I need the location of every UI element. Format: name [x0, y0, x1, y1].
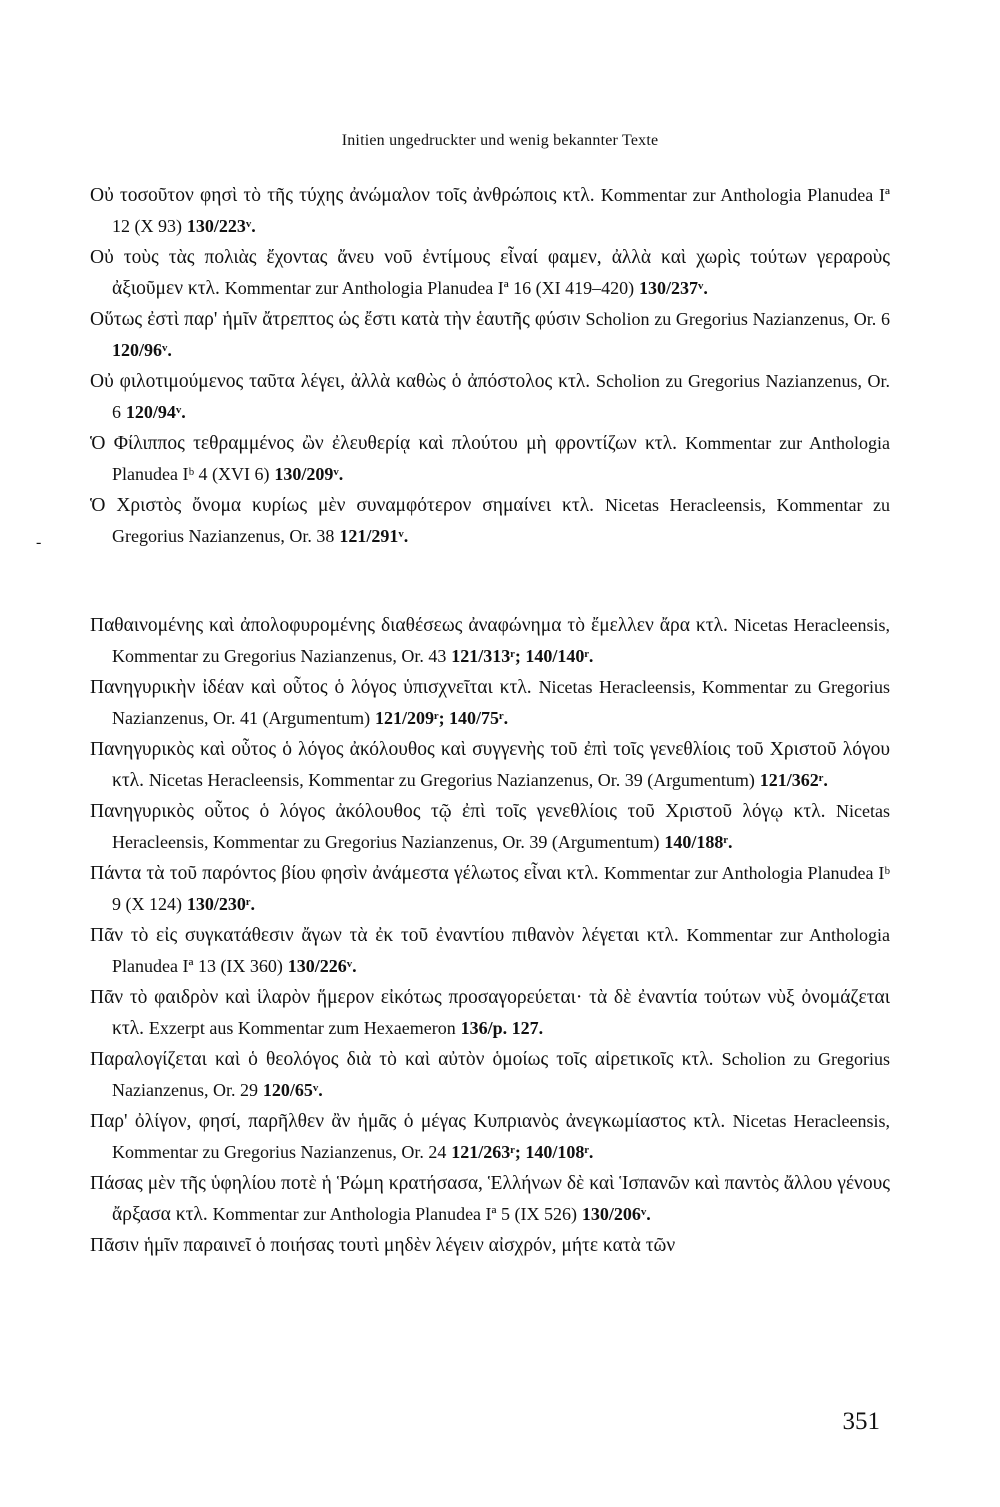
manuscript-reference: 120/65ᵛ.: [262, 1080, 323, 1100]
source-citation: Nicetas Heracleensis, Kommentar zu Gregorius Nazianzenus, Or. 41 (Argumentum): [112, 677, 891, 728]
source-citation: Kommentar zur Anthologia Planudea Iª 13 (IX 360): [112, 925, 890, 976]
manuscript-reference: 121/313ʳ; 140/140ʳ.: [451, 646, 594, 666]
manuscript-reference: 130/209ᵛ.: [274, 464, 344, 484]
index-entry: [90, 672, 890, 734]
index-entry: [90, 366, 890, 428]
manuscript-reference: 130/223ᵛ.: [186, 216, 256, 236]
source-citation: Kommentar zur Anthologia Planudea Iᵇ 4 (XVI 6): [112, 433, 890, 484]
manuscript-reference: 121/263ʳ; 140/108ʳ.: [451, 1142, 594, 1162]
source-citation: Scholion zu Gregorius Nazianzenus, Or. 6: [585, 309, 890, 329]
manuscript-reference: 140/188ʳ.: [664, 832, 733, 852]
index-entry: [90, 1168, 890, 1230]
greek-incipit: Πᾶν τὸ εἰς συγκατάθεσιν ἄγων τὰ ἐκ τοῦ ἐναντίου πιθανὸν λέγεται κτλ.: [90, 925, 679, 946]
index-entry: [90, 490, 890, 552]
index-entry: [90, 734, 890, 796]
manuscript-reference: 136/p. 127.: [460, 1018, 544, 1038]
greek-incipit: Πάσας μὲν τῆς ὑφηλίου ποτὲ ἡ Ῥώμη κρατήσασα, Ἑλλήνων δὲ καὶ Ἱσπανῶν καὶ παντὸς ἄλλου γένους ἄρξασα κτλ.: [90, 1173, 890, 1225]
greek-incipit: Πανηγυρικὸς οὗτος ὁ λόγος ἀκόλουθος τῷ ἐπὶ τοῖς γενεθλίοις τοῦ Χριστοῦ λόγῳ κτλ.: [90, 801, 826, 822]
source-citation: Nicetas Heracleensis, Kommentar zu Gregorius Nazianzenus, Or. 24: [112, 1111, 890, 1162]
greek-incipit: Οὐ φιλοτιμούμενος ταῦτα λέγει, ἀλλὰ καθὼς ὁ ἀπόστολος κτλ.: [90, 371, 591, 392]
source-citation: Kommentar zur Anthologia Planudea Iª 5 (IX 526): [212, 1204, 577, 1224]
margin-mark: -: [36, 534, 42, 551]
greek-incipit: Ὁ Φίλιππος τεθραμμένος ὢν ἐλευθερίᾳ καὶ πλούτου μὴ φροντίζων κτλ.: [90, 433, 677, 454]
greek-incipit: Πᾶν τὸ φαιδρὸν καὶ ἱλαρὸν ἥμερον εἰκότως προσαγορεύεται· τὰ δὲ ἐναντία τούτων νὺξ ὀνομάζεται κτλ.: [90, 987, 890, 1039]
manuscript-reference: 121/291ᵛ.: [339, 526, 409, 546]
index-entry: [90, 304, 890, 366]
greek-incipit: Πανηγυρικὴν ἰδέαν καὶ οὗτος ὁ λόγος ὑπισχνεῖται κτλ.: [90, 677, 532, 698]
manuscript-reference: 130/230ʳ.: [186, 894, 255, 914]
index-entry: [90, 858, 890, 920]
source-citation: Nicetas Heracleensis, Kommentar zu Gregorius Nazianzenus, Or. 38: [112, 495, 891, 546]
greek-incipit: Παραλογίζεται καὶ ὁ θεολόγος διὰ τὸ καὶ αὐτὸν ὁμοίως τοῖς αἱρετικοῖς κτλ.: [90, 1049, 714, 1070]
index-entry: [90, 796, 890, 858]
greek-incipit: Πανηγυρικὸς καὶ οὗτος ὁ λόγος ἀκόλουθος καὶ συγγενὴς τοῦ ἐπὶ τοῖς γενεθλίοις τοῦ Χριστοῦ λόγου κτλ.: [90, 739, 890, 791]
source-citation: Scholion zu Gregorius Nazianzenus, Or. 6: [112, 371, 890, 422]
source-citation: Kommentar zur Anthologia Planudea Iª 12 (X 93): [112, 185, 891, 236]
source-citation: Nicetas Heracleensis, Kommentar zu Gregorius Nazianzenus, Or. 43: [112, 615, 891, 666]
greek-incipit: Οὕτως ἐστὶ παρ' ἡμῖν ἄτρεπτος ὡς ἔστι κατὰ τὴν ἑαυτῆς φύσιν: [90, 309, 581, 330]
source-citation: Kommentar zur Anthologia Planudea Iᵇ 9 (X 124): [112, 863, 890, 914]
index-entry: [90, 920, 890, 982]
index-entry: [90, 242, 890, 304]
index-entry: [90, 610, 890, 672]
greek-incipit: Παθαινομένης καὶ ἀπολοφυρομένης διαθέσεως ἀναφώνημα τὸ ἔμελλεν ἄρα κτλ.: [90, 615, 728, 636]
source-citation: Exzerpt aus Kommentar zum Hexaemeron: [148, 1018, 456, 1038]
greek-incipit: Οὐ τοὺς τὰς πολιὰς ἔχοντας ἄνευ νοῦ ἐντίμους εἶναί φαμεν, ἀλλὰ καὶ χωρὶς τούτων γεραροὺς ἀξιοῦμεν κτλ.: [90, 247, 890, 299]
index-entries-group-1: [90, 180, 890, 552]
page-number: 351: [842, 1408, 880, 1435]
source-citation: Nicetas Heracleensis, Kommentar zu Gregorius Nazianzenus, Or. 39 (Argumentum): [148, 770, 755, 790]
source-citation: Kommentar zur Anthologia Planudea Iª 16 (XI 419–420): [224, 278, 635, 298]
index-entry: [90, 1230, 890, 1261]
greek-incipit: Οὐ τοσοῦτον φησὶ τὸ τῆς τύχης ἀνώμαλον τοῖς ἀνθρώποις κτλ.: [90, 185, 595, 206]
manuscript-reference: 120/96ᵛ.: [112, 340, 172, 360]
manuscript-reference: 121/362ʳ.: [759, 770, 828, 790]
running-header: Initien ungedruckter und wenig bekannter Texte: [341, 132, 659, 149]
source-citation: Nicetas Heracleensis, Kommentar zu Gregorius Nazianzenus, Or. 39 (Argumentum): [112, 801, 891, 852]
index-entry: [90, 428, 890, 490]
manuscript-reference: 120/94ᵛ.: [125, 402, 186, 422]
manuscript-reference: 130/237ᵛ.: [639, 278, 708, 298]
index-entry: [90, 982, 890, 1044]
index-entry: [90, 180, 890, 242]
index-entry: [90, 1106, 890, 1168]
index-entries-group-2: [90, 610, 890, 1261]
source-citation: Scholion zu Gregorius Nazianzenus, Or. 29: [112, 1049, 890, 1100]
greek-incipit: Ὁ Χριστὸς ὄνομα κυρίως μὲν συναμφότερον σημαίνει κτλ.: [90, 495, 595, 516]
index-entry: [90, 1044, 890, 1106]
greek-incipit: Πᾶσιν ἡμῖν παραινεῖ ὁ ποιήσας τουτὶ μηδὲν λέγειν αἰσχρόν, μήτε κατὰ τῶν: [90, 1235, 676, 1256]
manuscript-reference: 121/209ʳ; 140/75ʳ.: [374, 708, 509, 728]
greek-incipit: Παρ' ὀλίγον, φησί, παρῆλθεν ἂν ἡμᾶς ὁ μέγας Κυπριανὸς ἀνεγκωμίαστος κτλ.: [90, 1111, 726, 1132]
manuscript-reference: 130/206ᵛ.: [581, 1204, 651, 1224]
greek-incipit: Πάντα τὰ τοῦ παρόντος βίου φησὶν ἀνάμεστα γέλωτος εἶναι κτλ.: [90, 863, 599, 884]
manuscript-reference: 130/226ᵛ.: [287, 956, 357, 976]
